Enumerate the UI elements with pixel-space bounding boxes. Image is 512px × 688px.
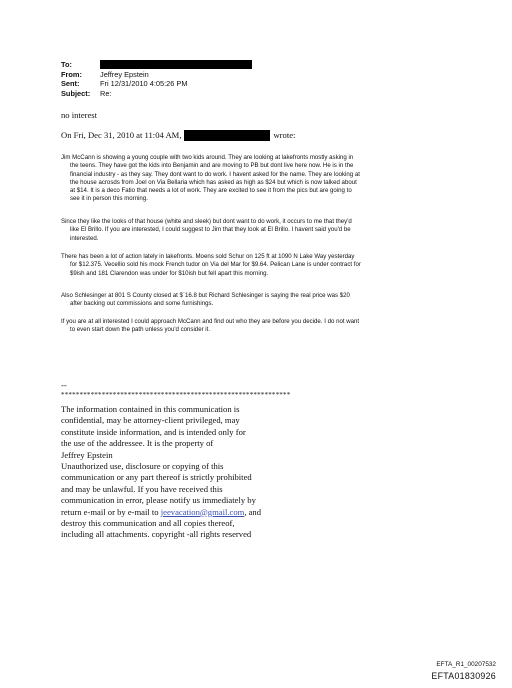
subject-row (61, 89, 252, 99)
disclaimer (61, 404, 261, 541)
from-label: From: (61, 69, 82, 79)
disclaimer-line: communication in error, please notify us immediately by (61, 495, 256, 506)
paragraph-line: Jim McCann is showing a young couple with two kids around. They are looking at lakefronts mostly asking in (61, 154, 354, 161)
email-suffix: , and (244, 506, 262, 517)
redaction-bar (100, 60, 252, 69)
quote-intro-prefix: On Fri, Dec 31, 2010 at 11:04 AM, (61, 130, 182, 140)
disclaimer-line: communication or any part thereof is strictly prohibited (61, 472, 252, 483)
quote-intro (61, 130, 295, 141)
disclaimer-line: Unauthorized use, disclosure or copying of this (61, 461, 224, 472)
paragraph-line: $9ish and 181 Clarendon was under for $10ish but fell apart this morning. (70, 269, 269, 277)
disclaimer-email-line (61, 507, 261, 518)
from-row (61, 70, 252, 80)
disclaimer-line: confidential, may be attorney-client privileged, may (61, 415, 240, 426)
paragraph-line: There has been a lot of action lately in lakefronts. Moens sold Schur on 125 ft at 1090 N Lake Way yesterday (61, 253, 355, 260)
sent-value: Fri 12/31/2010 4:05:26 PM (100, 79, 188, 89)
subject-value: Re: (100, 88, 112, 98)
bates-number-secondary: EFTA01830926 (431, 671, 496, 681)
bates-number-primary: EFTA_R1_00207532 (436, 661, 496, 668)
paragraph-line: the teens. They have got the kids into Benjamin and are moving to PB but dont live here now. He is in the (70, 162, 354, 170)
paragraph-line: to even start down the path unless you'd consider it. (70, 326, 211, 334)
to-label: To: (61, 60, 72, 69)
signature-dashes: -- (61, 380, 67, 390)
quoted-paragraph (61, 292, 461, 309)
quoted-paragraph (61, 154, 461, 204)
disclaimer-line: The information contained in this communication is (61, 404, 240, 414)
paragraph-line: see it in person this morning. (70, 195, 148, 203)
reply-text: no interest (61, 110, 98, 120)
disclaimer-line: the use of the addressee. It is the property of (61, 438, 214, 449)
email-header (61, 60, 252, 98)
quoted-paragraph (61, 218, 461, 243)
paragraph-line: financial industry - as they say. They dont want to do work. I havent asked for the name. They are looking at (70, 170, 360, 178)
quote-intro-suffix: wrote: (273, 130, 296, 140)
separator-stars: ************************************************************** (61, 391, 291, 399)
paragraph-line: after backing out commissions and some furnishings. (70, 300, 214, 308)
quoted-paragraph (61, 253, 461, 278)
paragraph-line: Since they like the looks of that house (white and sleek) but dont want to do work, it occurs to me that they'd (61, 218, 352, 225)
paragraph-line: at $14. It is a deco Fatio that needs a lot of work. They are excited to see it from the pics but are going to (70, 187, 352, 195)
to-row (61, 60, 252, 70)
disclaimer-line: and may be unlawful. If you have received this (61, 483, 223, 494)
paragraph-line: like El Brillo. If you are interested, I could suggest to Jim that they look at El Brillo. I havent said you'd be (70, 226, 351, 234)
sent-label: Sent: (61, 79, 80, 89)
email-prefix: return e-mail or by e-mail to (61, 506, 161, 517)
subject-label: Subject: (61, 88, 91, 98)
quoted-paragraph (61, 318, 461, 335)
paragraph-line: interested. (70, 234, 99, 242)
paragraph-line: If you are at all interested I could approach McCann and find out who they are before you decide. I do not want (61, 318, 360, 325)
email-link[interactable]: jeevacation@gmail.com (160, 506, 245, 517)
disclaimer-line: destroy this communication and all copies thereof, (61, 518, 235, 529)
disclaimer-line: Jeffrey Epstein (61, 449, 113, 460)
disclaimer-line: including all attachments. copyright -all rights reserved (61, 529, 252, 540)
redaction-bar (184, 130, 270, 141)
paragraph-line: the house acrosds from Joel on Via Bellaria which has asked as high as $24 but which is now talked about (70, 178, 357, 186)
paragraph-line: for $12.375. Vecellio sold his mock French tudor on Via del Mar for $9.64. Pelican Lane is under contract for (70, 261, 361, 269)
disclaimer-line: constitute inside information, and is intended only for (61, 426, 246, 437)
from-value: Jeffrey Epstein (100, 69, 149, 79)
paragraph-line: Also Schlesinger at 801 S County closed at $`16.8 but Richard Schlesinger is saying the real price was $20 (61, 292, 350, 299)
sent-row (61, 79, 252, 89)
